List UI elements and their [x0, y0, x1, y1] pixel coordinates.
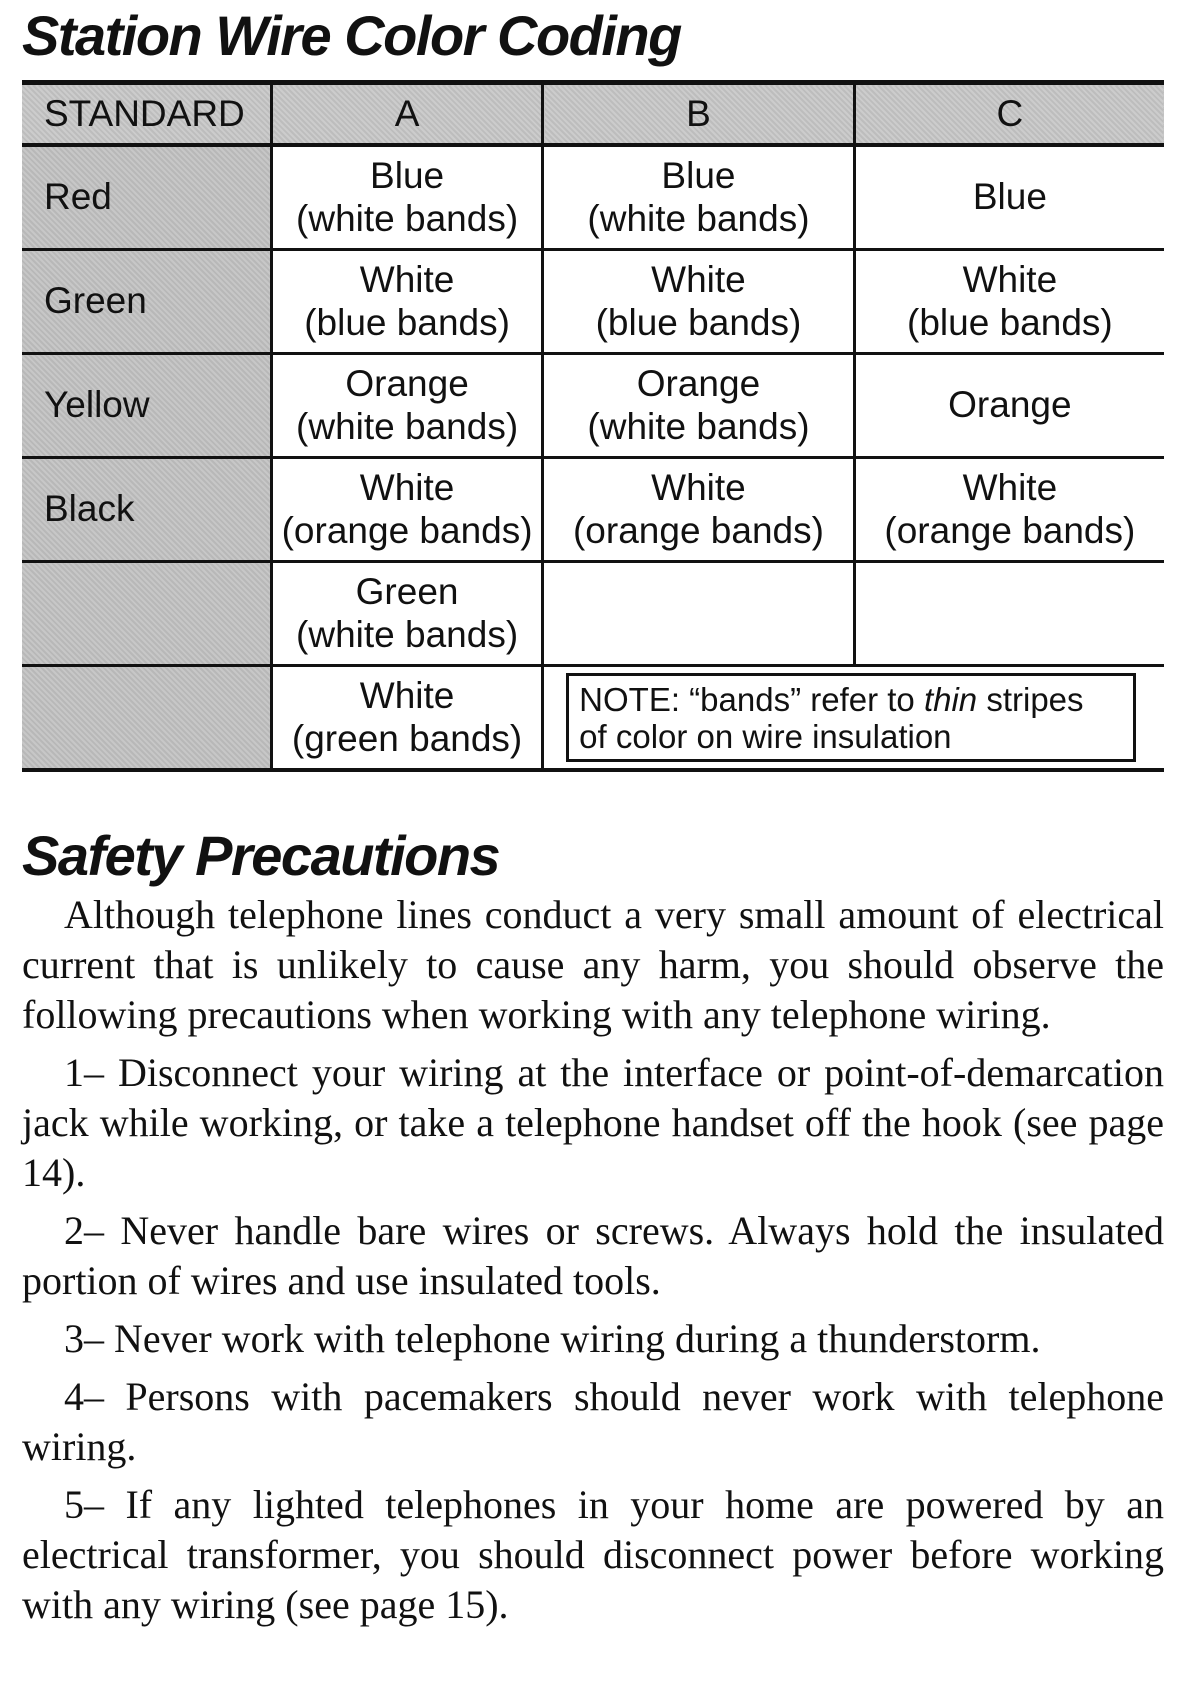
safety-item-1: 1– Disconnect your wiring at the interface or point-of-demarcation jack while working, or take a telephone handset off the hook (see page 14).: [22, 1050, 1164, 1195]
cell-color: White: [962, 466, 1058, 508]
safety-item-2: 2– Never handle bare wires or screws. Always hold the insulated portion of wires and use insulated tools.: [22, 1208, 1164, 1303]
cell-color: White: [651, 466, 746, 508]
cell-color: Green: [355, 570, 459, 612]
safety-item-5: 5– If any lighted telephones in your home are powered by an electrical transformer, you should disconnect power before working with any wiring (see page 15).: [22, 1482, 1164, 1627]
cell-color: White: [962, 258, 1058, 300]
cell-b-empty: [543, 562, 855, 666]
standard-cell: [22, 562, 272, 666]
header-standard: STANDARD: [22, 83, 272, 146]
safety-intro-paragraph: Although telephone lines conduct a very small amount of electrical current that is unlikely to cause any harm, you should observe the following precautions when working with any telephone wiring.: [22, 892, 1164, 1037]
cell-c-empty: [854, 562, 1164, 666]
header-a: A: [272, 83, 543, 146]
cell-bands: (white bands): [296, 405, 519, 447]
cell-color: Orange: [948, 384, 1072, 426]
cell-bands: (orange bands): [572, 509, 824, 551]
cell-c: [854, 458, 1164, 562]
note-box: [566, 673, 1136, 763]
safety-item-4: 4– Persons with pacemakers should never work with telephone wiring.: [22, 1374, 1164, 1469]
cell-c: [854, 250, 1164, 354]
cell-color: White: [651, 258, 746, 300]
table-row: [22, 250, 1164, 354]
cell-bands: (green bands): [291, 717, 523, 759]
note-emphasis: thin: [923, 680, 978, 718]
cell-bands: (blue bands): [907, 301, 1113, 343]
table-row: [22, 354, 1164, 458]
wire-color-table: [22, 80, 1164, 772]
header-b: B: [543, 83, 855, 146]
cell-c: [854, 354, 1164, 458]
cell-color: White: [359, 674, 455, 716]
cell-bands: (orange bands): [281, 509, 533, 551]
standard-cell: Red: [22, 145, 272, 250]
cell-bands: (white bands): [296, 197, 519, 239]
cell-b: [543, 354, 855, 458]
table-row: [22, 458, 1164, 562]
cell-bands: (orange bands): [884, 509, 1136, 551]
table-row: [22, 145, 1164, 250]
cell-a: [272, 562, 543, 666]
standard-cell: [22, 666, 272, 771]
cell-color: Blue: [661, 154, 736, 196]
table-header-row: [22, 83, 1164, 146]
standard-cell: Yellow: [22, 354, 272, 458]
cell-bands: (blue bands): [304, 301, 510, 343]
cell-bands: (white bands): [587, 197, 810, 239]
cell-color: Blue: [370, 154, 445, 196]
safety-body: [22, 890, 1164, 1638]
note-line2: of color on wire insulation: [579, 717, 952, 755]
cell-a: [272, 458, 543, 562]
cell-color: White: [359, 466, 455, 508]
cell-c: [854, 145, 1164, 250]
safety-section-title: Safety Precautions: [22, 824, 500, 887]
cell-color: Orange: [345, 362, 469, 404]
note-suffix: stripes: [977, 680, 1084, 718]
wire-section-title: Station Wire Color Coding: [22, 4, 681, 67]
cell-bands: (blue bands): [595, 301, 802, 343]
cell-a: [272, 354, 543, 458]
cell-color: Blue: [972, 176, 1047, 218]
cell-a: [272, 145, 543, 250]
note-prefix: NOTE: “bands” refer to: [579, 680, 924, 718]
note-cell: [543, 666, 1164, 771]
standard-cell: Green: [22, 250, 272, 354]
cell-a: [272, 666, 543, 771]
cell-b: [543, 458, 855, 562]
cell-b: [543, 145, 855, 250]
cell-bands: (white bands): [587, 405, 810, 447]
table-row: [22, 562, 1164, 666]
table-row: [22, 666, 1164, 771]
header-c: C: [854, 83, 1164, 146]
cell-bands: (white bands): [296, 613, 519, 655]
cell-color: White: [359, 258, 455, 300]
safety-item-3: 3– Never work with telephone wiring during a thunderstorm.: [64, 1316, 1041, 1361]
cell-a: [272, 250, 543, 354]
standard-cell: Black: [22, 458, 272, 562]
cell-color: Orange: [636, 362, 761, 404]
cell-b: [543, 250, 855, 354]
